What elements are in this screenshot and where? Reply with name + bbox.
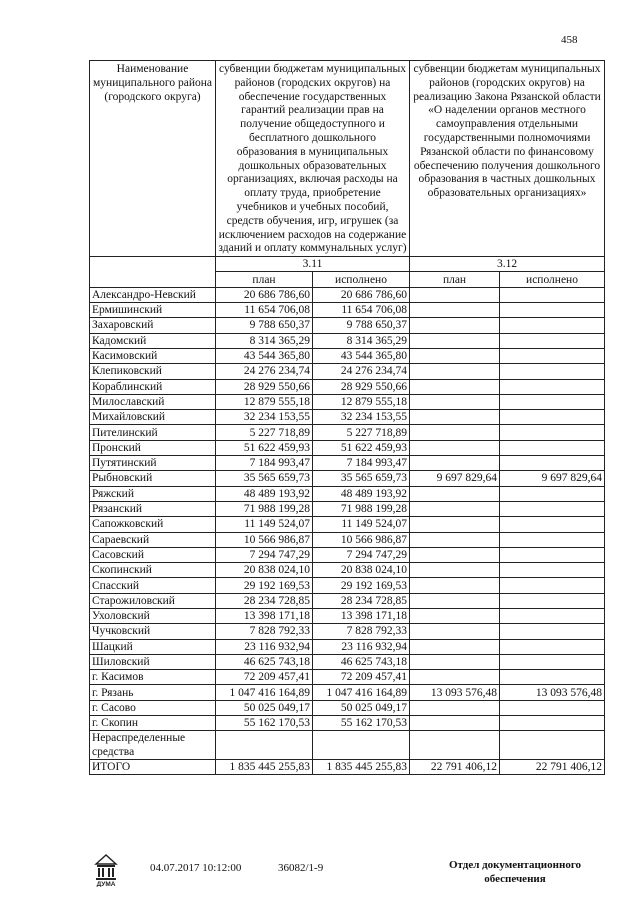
done-312: [500, 348, 605, 363]
done-311: 55 162 170,53: [313, 716, 410, 731]
table-row: [90, 700, 605, 715]
row-name: Сасовский: [90, 547, 216, 562]
done-312: 13 093 576,48: [500, 685, 605, 700]
plan-312: [410, 532, 500, 547]
plan-311: 7 184 993,47: [216, 456, 313, 471]
done-311: 1 835 445 255,83: [313, 759, 410, 774]
row-name: Путятинский: [90, 456, 216, 471]
row-name: Касимовский: [90, 348, 216, 363]
done-311: 11 149 524,07: [313, 517, 410, 532]
row-name: Шиловский: [90, 654, 216, 669]
row-name: Пронский: [90, 440, 216, 455]
table-row: [90, 517, 605, 532]
plan-311: 20 838 024,10: [216, 563, 313, 578]
row-name: Александро-Невский: [90, 287, 216, 302]
plan-312: 9 697 829,64: [410, 471, 500, 486]
row-name: Милославский: [90, 394, 216, 409]
done-312: [500, 654, 605, 669]
done-312: [500, 731, 605, 759]
done-312: [500, 379, 605, 394]
row-name: Рыбновский: [90, 471, 216, 486]
row-name: Шацкий: [90, 639, 216, 654]
done-311: 7 828 792,33: [313, 624, 410, 639]
done-312: [500, 624, 605, 639]
row-name: г. Скопин: [90, 716, 216, 731]
done-312: [500, 456, 605, 471]
plan-311: 11 654 706,08: [216, 303, 313, 318]
done-311: 20 686 786,60: [313, 287, 410, 302]
row-name: г. Касимов: [90, 670, 216, 685]
plan-312: [410, 608, 500, 623]
done-311: 8 314 365,29: [313, 333, 410, 348]
done-312: [500, 287, 605, 302]
done-311: 10 566 986,87: [313, 532, 410, 547]
done-312: [500, 608, 605, 623]
table-row: [90, 685, 605, 700]
done-311: 50 025 049,17: [313, 700, 410, 715]
done-311: 28 929 550,66: [313, 379, 410, 394]
table-row: [90, 333, 605, 348]
done-311: 1 047 416 164,89: [313, 685, 410, 700]
table-row: [90, 440, 605, 455]
done-312: [500, 394, 605, 409]
plan-311: 23 116 932,94: [216, 639, 313, 654]
page-number: 458: [561, 34, 578, 46]
table-row: [90, 563, 605, 578]
plan-311: 50 025 049,17: [216, 700, 313, 715]
plan-312: [410, 624, 500, 639]
done-311: 20 838 024,10: [313, 563, 410, 578]
plan-311: 48 489 193,92: [216, 486, 313, 501]
plan-312: [410, 593, 500, 608]
done-312: [500, 700, 605, 715]
done-311: [313, 731, 410, 759]
table-row: [90, 394, 605, 409]
header-plan-312: план: [410, 272, 500, 287]
header-subvention-312: субвенции бюджетам муниципальных районов (городских округов) на реализацию Закона Рязанской области «О наделении органов местного самоуправления отдельными государственными полномочиями Рязанской области по финансовому обеспечению получения дошкольного образования в частных дошкольных образовательных организациях»: [410, 61, 605, 257]
plan-312: [410, 379, 500, 394]
table-row: [90, 425, 605, 440]
done-312: [500, 410, 605, 425]
table-row: [90, 287, 605, 302]
plan-311: 28 929 550,66: [216, 379, 313, 394]
plan-311: 9 788 650,37: [216, 318, 313, 333]
done-311: 12 879 555,18: [313, 394, 410, 409]
done-311: 5 227 718,89: [313, 425, 410, 440]
done-311: 24 276 234,74: [313, 364, 410, 379]
done-312: [500, 425, 605, 440]
plan-311: 10 566 986,87: [216, 532, 313, 547]
table-row: [90, 532, 605, 547]
plan-311: 7 294 747,29: [216, 547, 313, 562]
plan-312: [410, 348, 500, 363]
plan-312: [410, 486, 500, 501]
plan-311: 24 276 234,74: [216, 364, 313, 379]
row-name: г. Сасово: [90, 700, 216, 715]
table-row: [90, 624, 605, 639]
done-311: 72 209 457,41: [313, 670, 410, 685]
done-312: [500, 333, 605, 348]
done-311: 32 234 153,55: [313, 410, 410, 425]
header-municipality: Наименование муниципального района (городского округа): [90, 61, 216, 257]
table-row: [90, 578, 605, 593]
table-row: [90, 501, 605, 516]
plan-312: [410, 425, 500, 440]
done-312: [500, 532, 605, 547]
svg-text:ДУМА: ДУМА: [96, 881, 116, 887]
budget-table: [89, 60, 605, 775]
done-311: 9 788 650,37: [313, 318, 410, 333]
plan-312: [410, 716, 500, 731]
plan-312: [410, 394, 500, 409]
done-311: 28 234 728,85: [313, 593, 410, 608]
plan-311: 1 835 445 255,83: [216, 759, 313, 774]
table-body: [90, 287, 605, 774]
done-312: [500, 440, 605, 455]
plan-312: [410, 410, 500, 425]
row-name: Ермишинский: [90, 303, 216, 318]
done-312: [500, 670, 605, 685]
footer-department: Отдел документационного обеспечения: [448, 859, 582, 886]
plan-311: 11 149 524,07: [216, 517, 313, 532]
plan-312: [410, 578, 500, 593]
row-name: г. Рязань: [90, 685, 216, 700]
done-312: [500, 547, 605, 562]
row-name: Старожиловский: [90, 593, 216, 608]
done-312: 22 791 406,12: [500, 759, 605, 774]
done-312: [500, 593, 605, 608]
table-row: [90, 547, 605, 562]
done-312: [500, 364, 605, 379]
plan-312: [410, 318, 500, 333]
plan-312: [410, 731, 500, 759]
plan-311: 71 988 199,28: [216, 501, 313, 516]
done-311: 7 184 993,47: [313, 456, 410, 471]
plan-311: 72 209 457,41: [216, 670, 313, 685]
plan-311: 55 162 170,53: [216, 716, 313, 731]
plan-312: [410, 517, 500, 532]
row-name: Сараевский: [90, 532, 216, 547]
plan-311: 5 227 718,89: [216, 425, 313, 440]
plan-311: 51 622 459,93: [216, 440, 313, 455]
table-row: [90, 654, 605, 669]
plan-311: 28 234 728,85: [216, 593, 313, 608]
done-311: 71 988 199,28: [313, 501, 410, 516]
plan-312: [410, 700, 500, 715]
plan-312: [410, 303, 500, 318]
footer-datetime: 04.07.2017 10:12:00: [150, 862, 242, 874]
row-name: Кадомский: [90, 333, 216, 348]
footer-doc-number: 36082/1-9: [278, 862, 324, 874]
plan-312: [410, 333, 500, 348]
done-312: [500, 639, 605, 654]
row-name: Скопинский: [90, 563, 216, 578]
plan-311: 32 234 153,55: [216, 410, 313, 425]
plan-311: 35 565 659,73: [216, 471, 313, 486]
plan-311: 8 314 365,29: [216, 333, 313, 348]
table-row: [90, 379, 605, 394]
header-empty: [90, 257, 216, 288]
done-311: 43 544 365,80: [313, 348, 410, 363]
row-name: Захаровский: [90, 318, 216, 333]
table-row: [90, 456, 605, 471]
done-312: [500, 318, 605, 333]
plan-312: [410, 670, 500, 685]
done-311: 46 625 743,18: [313, 654, 410, 669]
done-311: 11 654 706,08: [313, 303, 410, 318]
row-name: Ряжский: [90, 486, 216, 501]
table-row: [90, 410, 605, 425]
table-row: [90, 303, 605, 318]
header-done-311: исполнено: [313, 272, 410, 287]
row-name: Нераспределенные средства: [90, 731, 216, 759]
plan-312: [410, 364, 500, 379]
plan-311: 46 625 743,18: [216, 654, 313, 669]
code-311: 3.11: [216, 257, 410, 272]
done-311: 35 565 659,73: [313, 471, 410, 486]
plan-312: 13 093 576,48: [410, 685, 500, 700]
table-row: [90, 731, 605, 759]
plan-312: [410, 440, 500, 455]
plan-312: 22 791 406,12: [410, 759, 500, 774]
plan-311: 7 828 792,33: [216, 624, 313, 639]
row-name: Кораблинский: [90, 379, 216, 394]
plan-312: [410, 287, 500, 302]
done-312: 9 697 829,64: [500, 471, 605, 486]
done-312: [500, 303, 605, 318]
table-row: [90, 670, 605, 685]
table-row: [90, 348, 605, 363]
header-done-312: исполнено: [500, 272, 605, 287]
row-name: Рязанский: [90, 501, 216, 516]
header-subvention-311: субвенции бюджетам муниципальных районов (городских округов) на обеспечение государственных гарантий реализации прав на получение общедоступного и бесплатного дошкольного образования в муниципальных дошкольных образовательных организациях, включая расходы на оплату труда, приобретение учебников и учебных пособий, средств обучения, игр, игрушек (за исключением расходов на содержание зданий и оплату коммунальных услуг): [216, 61, 410, 257]
plan-311: 20 686 786,60: [216, 287, 313, 302]
table-row: [90, 716, 605, 731]
done-312: [500, 716, 605, 731]
duma-emblem-icon: [92, 853, 120, 887]
plan-312: [410, 639, 500, 654]
row-name: Пителинский: [90, 425, 216, 440]
plan-312: [410, 563, 500, 578]
done-311: 7 294 747,29: [313, 547, 410, 562]
table-row: [90, 593, 605, 608]
plan-312: [410, 501, 500, 516]
table-row: [90, 471, 605, 486]
plan-311: 43 544 365,80: [216, 348, 313, 363]
done-312: [500, 517, 605, 532]
done-311: 23 116 932,94: [313, 639, 410, 654]
plan-311: 29 192 169,53: [216, 578, 313, 593]
plan-311: 13 398 171,18: [216, 608, 313, 623]
row-name: Сапожковский: [90, 517, 216, 532]
done-312: [500, 563, 605, 578]
done-312: [500, 501, 605, 516]
plan-311: [216, 731, 313, 759]
plan-311: 1 047 416 164,89: [216, 685, 313, 700]
header-plan-311: план: [216, 272, 313, 287]
row-name: Спасский: [90, 578, 216, 593]
done-312: [500, 486, 605, 501]
row-name: Клепиковский: [90, 364, 216, 379]
plan-311: 12 879 555,18: [216, 394, 313, 409]
plan-312: [410, 654, 500, 669]
table-row: [90, 639, 605, 654]
done-311: 51 622 459,93: [313, 440, 410, 455]
table-row: [90, 486, 605, 501]
done-311: 29 192 169,53: [313, 578, 410, 593]
row-name: Чучковский: [90, 624, 216, 639]
table-row: [90, 608, 605, 623]
row-name: Михайловский: [90, 410, 216, 425]
total-row: [90, 759, 605, 774]
plan-312: [410, 547, 500, 562]
table-row: [90, 364, 605, 379]
row-name: Ухоловский: [90, 608, 216, 623]
row-name: ИТОГО: [90, 759, 216, 774]
done-311: 48 489 193,92: [313, 486, 410, 501]
code-312: 3.12: [410, 257, 605, 272]
table-row: [90, 318, 605, 333]
done-312: [500, 578, 605, 593]
done-311: 13 398 171,18: [313, 608, 410, 623]
plan-312: [410, 456, 500, 471]
